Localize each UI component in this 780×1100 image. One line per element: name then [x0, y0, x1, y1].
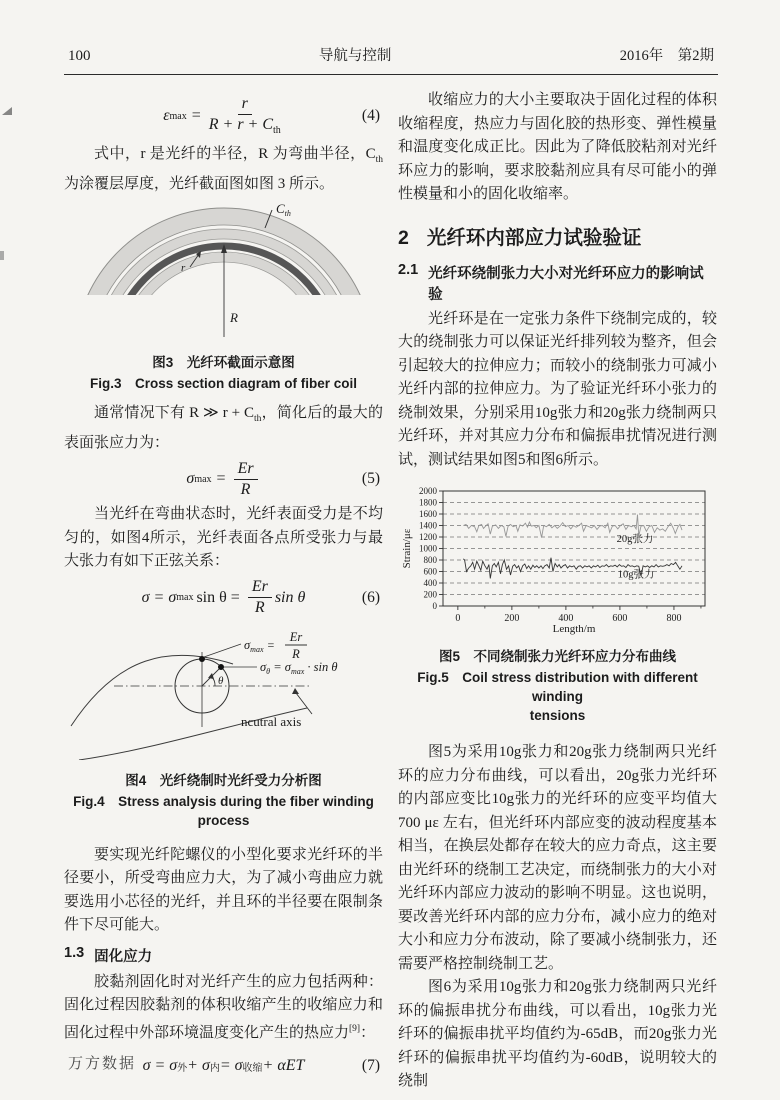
svg-text:200: 200	[503, 613, 519, 624]
figure-4-caption-en: Fig.4 Stress analysis during the fiber winding process	[73, 793, 374, 828]
figure-5-caption-cn: 图5 不同绕制张力光纤环应力分布曲线	[438, 649, 676, 664]
issue-info: 2016年 第2期	[619, 48, 714, 64]
svg-text:R: R	[291, 646, 300, 661]
fiber-winding-stress-diagram	[69, 622, 379, 760]
label-neutral-axis: ncutral axis	[240, 713, 301, 729]
svg-text:0: 0	[454, 613, 460, 624]
paragraph-shrink-stress: 收缩应力的大小主要取决于固化过程的体积收缩程度，热应力与固化胶的热形变、弹性模量和温度变化成正比。因此为了降低胶粘剂对光纤环应力的影响，要求胶黏剂应具有尽可能小的弹性模量和小的固化收缩率。	[398, 92, 717, 202]
label-theta: θ	[217, 674, 223, 687]
paragraph-fiber-radius: 式中，r 是光纤的半径，R 为弯曲半径，$C_{th}$为涂覆层厚度，光纤截面图如图 3 所示。	[64, 146, 383, 192]
svg-text:1800: 1800	[418, 497, 437, 508]
svg-text:400: 400	[423, 578, 437, 588]
svg-text:600: 600	[611, 613, 627, 624]
svg-text:1600: 1600	[418, 509, 437, 519]
equation-5: σ max = $\frac{Er}{R}$ (5)	[186, 459, 380, 498]
svg-text:800: 800	[665, 613, 681, 624]
scan-artifact	[0, 251, 4, 260]
eq5-number: (5)	[361, 470, 380, 487]
figure-5-caption-en: Fig.5 Coil stress distribution with different winding tensions	[417, 670, 698, 723]
label-bend-radius: R	[229, 310, 238, 325]
eq6-number: (6)	[361, 588, 380, 606]
svg-text:10g张力: 10g张力	[617, 569, 655, 581]
equation-4: ε max = $\frac{r}{R + r + C_{th}}$ (4)	[163, 95, 380, 137]
journal-title: 导航与控制	[318, 48, 392, 64]
scan-artifact	[2, 107, 12, 115]
equation-7: σ = σ 外 + σ 内 = σ 收缩 + αET (7)	[142, 1057, 380, 1074]
section-2-1-heading: 2.1 光纤环绕制张力大小对光纤环应力的影响试验	[398, 261, 704, 303]
equation-6: σ = σ max sin θ = $\frac{Er}{R}$ sin θ (6)	[141, 578, 380, 616]
svg-text:600: 600	[423, 566, 437, 577]
eq7-number: (7)	[361, 1057, 380, 1074]
eq4-number: (4)	[361, 107, 380, 124]
fig5-strain-chart	[399, 484, 717, 636]
label-fiber-radius: r	[180, 262, 185, 274]
paragraph-simplified: 通常情况下有 R ≫ $r + C_{th}$，简化后的最大的表面张应力为：	[64, 405, 383, 451]
section-2-heading: 2 光纤环内部应力试验验证	[398, 226, 642, 249]
page-header	[64, 44, 718, 74]
header-rule	[64, 74, 718, 75]
svg-text:1000: 1000	[418, 543, 437, 554]
fiber-coil-cross-section-diagram	[69, 200, 379, 342]
svg-text:1400: 1400	[418, 520, 437, 531]
paragraph-fig5-analysis: 图5为采用10g张力和20g张力绕制两只光纤环的应力分布曲线，可以看出，20g张力光纤环的内部应变比10g张力的光纤环的应变平均值大700 με 左右，但光纤环内部应变的波动程度基本相当，在换层处都存在较大的应力奇点，这主要由光纤环的绕制工艺决定，而绕制张力的大小对光纤环内部应力波动的影响不明显。这也说明，要改善光纤环内部的应力分布，减小应力的绝对大小和应力分布波动，除了要减小绕制张力，还需要严格控制绕制工艺。	[398, 744, 717, 972]
svg-text:Strain/με: Strain/με	[400, 528, 413, 569]
wanfang-watermark: 万方数据	[68, 1055, 137, 1072]
paragraph-miniaturization: 要实现光纤陀螺仪的小型化要求光纤环的半径要小，所受弯曲应力大，为了减小弯曲应力就要选用小芯径的光纤，并且环的半径要在限制条件下尽可能大。	[64, 846, 383, 933]
svg-text:800: 800	[423, 555, 437, 565]
label-sigma-theta: $\sigma_\theta = \sigma_{max} \cdot \sin \theta$	[259, 659, 338, 676]
paragraph-winding-tension: 光纤环是在一定张力条件下绕制完成的，较大的绕制张力可以保证光纤排列较为整齐，但会引起较大的拉伸应力；而较小的绕制张力可减小光纤内部的拉伸应力。为了验证光纤环小张力的绕制效果，分别采用10g张力和20g张力绕制两只光纤环，并对其应力分布和偏振串扰情况进行测试，测试结果如图5和图6所示。	[398, 310, 717, 468]
page-number: 100	[68, 48, 91, 64]
svg-text:1200: 1200	[418, 532, 437, 542]
svg-text:0: 0	[432, 601, 437, 611]
label-coating-thickness: $C_{th}$	[275, 201, 291, 218]
svg-text:200: 200	[423, 589, 437, 600]
eq4-lhs: ε	[163, 107, 170, 124]
reference-9: [9]	[349, 1023, 361, 1034]
svg-text:Length/m: Length/m	[552, 623, 595, 635]
paragraph-curing-stress: 胶黏剂固化时对光纤产生的应力包括两种：固化过程因胶黏剂的体积收缩产生的收缩应力和固化过程中外部环境温度变化产生的热应力[9]：	[64, 973, 383, 1041]
figure-3-caption-en: Fig.3 Cross section diagram of fiber coil	[89, 376, 358, 391]
figure-3-caption-cn: 图3 光纤环截面示意图	[152, 355, 295, 370]
paragraph-bending-state: 当光纤在弯曲状态时，光纤表面受力是不均匀的，如图4所示，光纤表面各点所受张力与最大张力有如下正弦关系：	[64, 506, 383, 569]
figure-4-caption-cn: 图4 光纤绕制时光纤受力分析图	[125, 772, 322, 788]
figure-5	[398, 484, 717, 725]
svg-text:2000: 2000	[418, 486, 437, 496]
section-1-3-heading: 1.3 固化应力	[64, 944, 153, 965]
figure-4	[64, 622, 383, 830]
left-column	[64, 89, 383, 1094]
svg-text:20g张力: 20g张力	[616, 533, 653, 545]
figure-3	[64, 200, 383, 393]
right-column	[398, 89, 717, 1094]
label-sigma-max: $\sigma_{max}$ =	[243, 637, 274, 654]
svg-text:Er: Er	[289, 629, 302, 644]
svg-text:400: 400	[557, 613, 573, 624]
paragraph-fig6-analysis: 图6为采用10g张力和20g张力绕制两只光纤环的偏振串扰分布曲线，可以看出，10g张力光纤环的偏振串扰平均值约为-65dB，而20g张力光纤环的偏振串扰平均值约为-60dB，说明较大的绕制	[398, 979, 717, 1089]
